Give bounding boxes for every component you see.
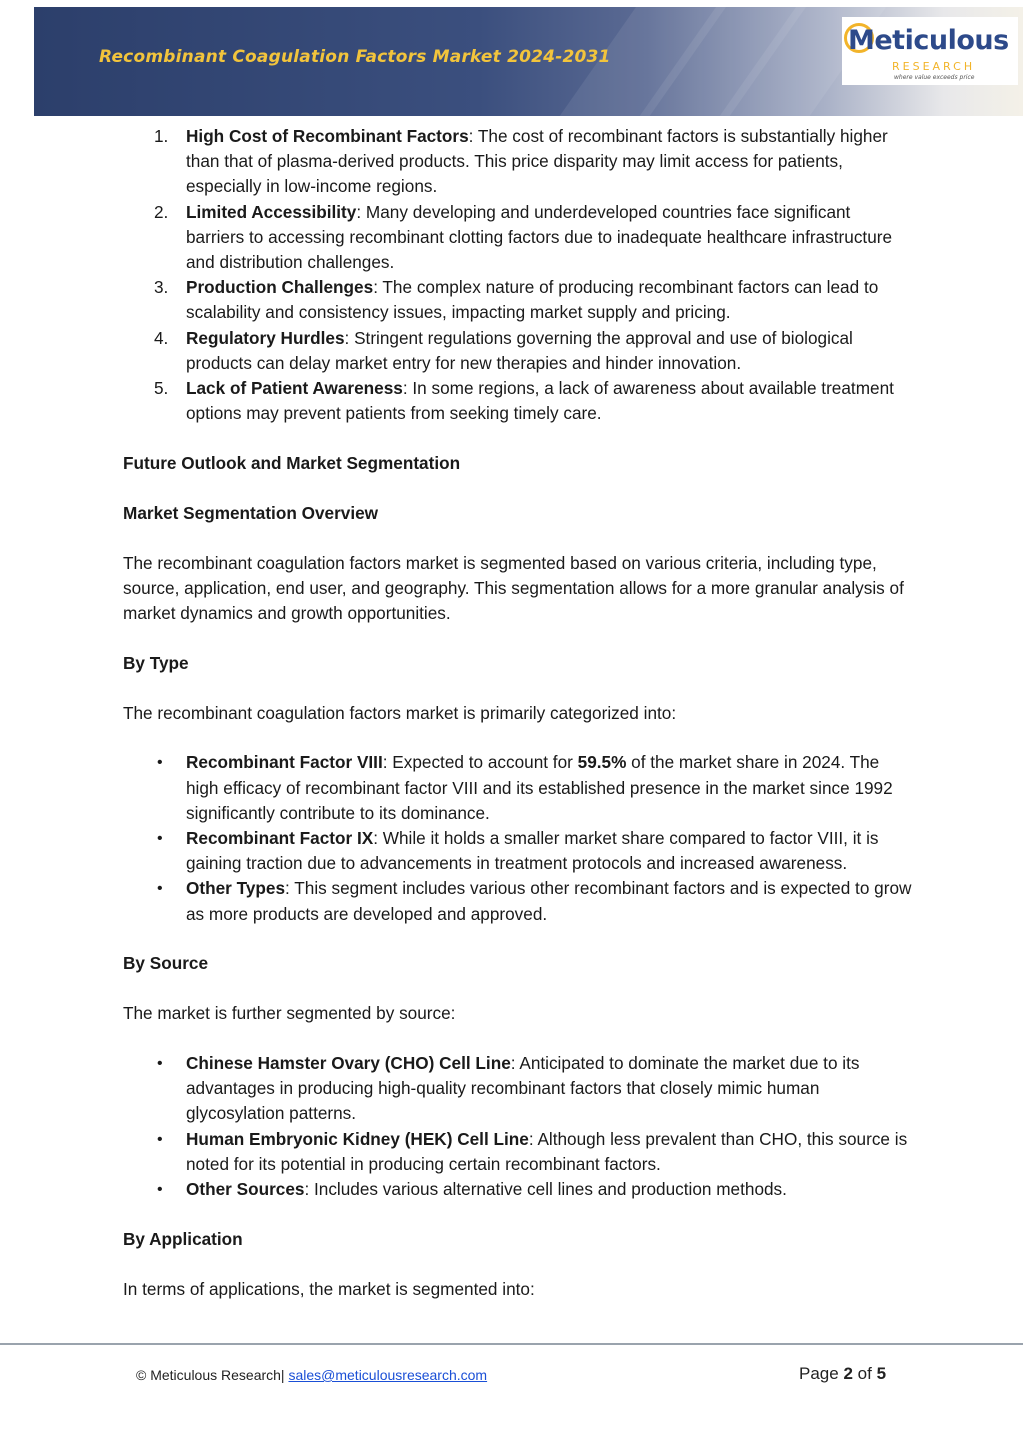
list-item: 3. Production Challenges: The complex nature of producing recombinant factors can lead to scalability and consistency issues, impacting market supply and pricing.: [154, 277, 879, 323]
section-heading: Market Segmentation Overview: [123, 502, 379, 523]
header-title: Recombinant Coagulation Factors Market 2024-2031: [99, 47, 611, 67]
list-item: • Recombinant Factor IX: While it holds a smaller market share compared to factor VIII, it is gaining traction due to advancements in treatment protocols and increased awareness.: [157, 828, 879, 874]
challenges-list: [123, 124, 913, 426]
paragraph: The recombinant coagulation factors market is segmented based on various criteria, including type, source, application, end user, and geography. This segmentation allows for a more granular analysis of market dynamics and growth opportunities.: [123, 552, 904, 624]
list-item: 4. Regulatory Hurdles: Stringent regulations governing the approval and use of biological products can delay market entry for new therapies and hinder innovation.: [154, 327, 853, 373]
page-header: [34, 7, 1023, 116]
list-item: 2. Limited Accessibility: Many developing and underdeveloped countries face significant barriers to accessing recombinant clotting factors due to inadequate healthcare infrastructure and distribution challenges.: [154, 201, 893, 273]
section-heading: Future Outlook and Market Segmentation: [123, 453, 461, 474]
section-heading: By Source: [123, 953, 209, 974]
page-number: Page 2 of 5: [799, 1364, 887, 1383]
footer-divider: [0, 1343, 1023, 1345]
document-body: [123, 124, 913, 1302]
list-item: • Human Embryonic Kidney (HEK) Cell Line: Although less prevalent than CHO, this source is noted for its potential in producing certain recombinant factors.: [157, 1128, 908, 1174]
paragraph: In terms of applications, the market is segmented into:: [123, 1278, 535, 1299]
paragraph: The recombinant coagulation factors market is primarily categorized into:: [123, 702, 677, 723]
list-item: • Chinese Hamster Ovary (CHO) Cell Line: Anticipated to dominate the market due to its advantages in producing high-quality recombinant factors that closely mimic human glycosylation patterns.: [157, 1053, 860, 1124]
section-heading: By Type: [123, 652, 189, 673]
type-list: [123, 750, 913, 926]
source-list: [123, 1051, 913, 1202]
list-item: • Recombinant Factor VIII: Expected to account for 59.5% of the market share in 2024. The high efficacy of recombinant factor VIII and its established presence in the market since 1992 significantly contribute to its dominance.: [157, 752, 893, 823]
email-link[interactable]: sales@meticulousresearch.com: [288, 1367, 488, 1383]
footer-copyright: © Meticulous Research| sales@meticulousresearch.com: [136, 1367, 488, 1383]
list-item: • Other Sources: Includes various alternative cell lines and production methods.: [157, 1179, 787, 1200]
company-logo: Meticulous RESEARCH where value exceeds price: [842, 17, 1018, 85]
section-heading: By Application: [123, 1228, 243, 1249]
list-item: 5. Lack of Patient Awareness: In some regions, a lack of awareness about available treatment options may prevent patients from seeking timely care.: [154, 378, 894, 424]
list-item: • Other Types: This segment includes various other recombinant factors and is expected to grow as more products are developed and approved.: [157, 878, 912, 924]
list-item: 1. High Cost of Recombinant Factors: The cost of recombinant factors is substantially higher than that of plasma-derived products. This price disparity may limit access for patients, especially in low-income regions.: [154, 126, 888, 197]
paragraph: The market is further segmented by source:: [123, 1003, 456, 1024]
